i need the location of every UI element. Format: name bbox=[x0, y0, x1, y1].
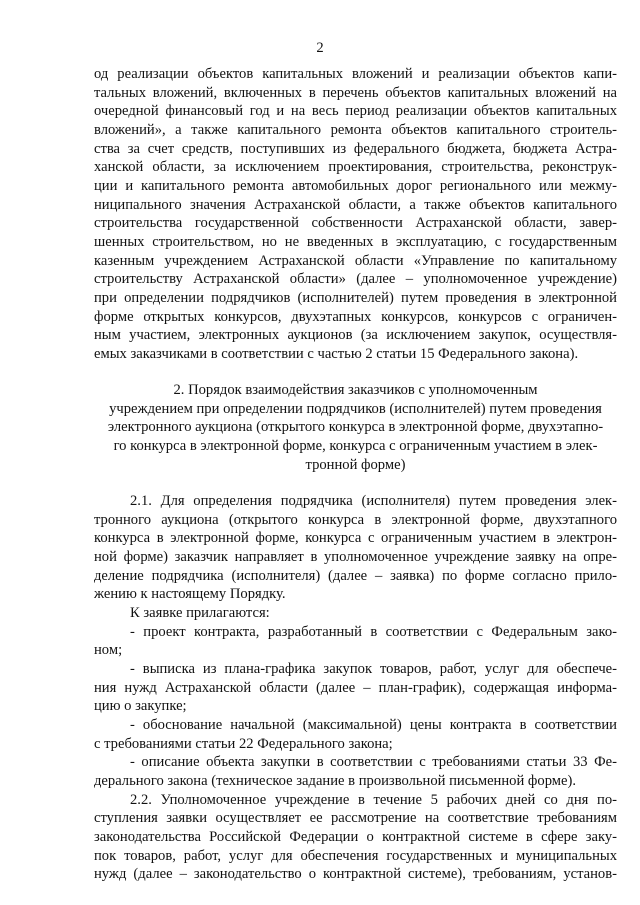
body-line: - выписка из плана-графика закупок товаров, работ, услуг для обеспече- bbox=[130, 661, 617, 677]
intro-line: ции и капитального ремонта автомобильных дорог регионального или межму- bbox=[94, 178, 617, 194]
body-line: - проект контракта, разработанный в соответствии с Федеральным зако- bbox=[130, 624, 617, 640]
intro-line: ным участием, электронных аукционов (за исключением закупок, осуществля- bbox=[94, 327, 617, 343]
body-line: законодательства Российской Федерации о контрактной системе в сфере заку- bbox=[94, 829, 617, 845]
intro-line: ханской области, за исключением проектирования, строительства, реконструк- bbox=[94, 159, 617, 175]
section-heading-line: тронной форме) bbox=[305, 457, 406, 473]
section-heading-line: электронного аукциона (открытого конкурса в электронной форме, двухэтапно- bbox=[107, 419, 604, 435]
intro-line: тальных вложений, включенных в перечень объектов капитальных вложений на bbox=[94, 85, 617, 101]
intro-line: шенных строительством, но не введенных в эксплуатацию, с государственным bbox=[94, 234, 617, 250]
body-line: жению к настоящему Порядку. bbox=[94, 586, 286, 602]
section-heading-line: 2. Порядок взаимодействия заказчиков с уполномоченным bbox=[173, 382, 538, 398]
body-line: деление подрядчика (исполнителя) (далее – заявка) по форме согласно прило- bbox=[94, 568, 617, 584]
intro-line: од реализации объектов капитальных вложений и реализации объектов капи- bbox=[94, 66, 617, 82]
body-line: с требованиями статьи 22 Федерального закона; bbox=[94, 736, 393, 752]
intro-line: казенным учреждением Астраханской области «Управление по капитальному bbox=[94, 253, 617, 269]
intro-line: ниципального значения Астраханской области, а также объектов капитального bbox=[94, 197, 617, 213]
body-line: цию о закупке; bbox=[94, 698, 187, 714]
page-number: 2 bbox=[316, 40, 324, 56]
intro-line: при определении подрядчиков (исполнителей) путем проведения в электронной bbox=[94, 290, 617, 306]
body-line: дерального закона (техническое задание в произвольной письменной форме). bbox=[94, 773, 576, 789]
intro-line: форме открытых конкурсов, двухэтапных конкурсов, конкурсов с ограничен- bbox=[94, 309, 617, 325]
intro-line: емых заказчиками в соответствии с частью 2 статьи 15 Федерального закона). bbox=[94, 346, 579, 362]
body-line: тронного аукциона (открытого конкурса в электронной форме, двухэтапного bbox=[94, 512, 617, 528]
section-heading-line: го конкурса в электронной форме, конкурса с ограниченным участием в элек- bbox=[113, 438, 598, 454]
intro-line: очередной финансовый год и на весь период реализации объектов капитальных bbox=[94, 103, 617, 119]
body-line: ния нужд Астраханской области (далее – план-график), содержащая информа- bbox=[94, 680, 617, 696]
intro-line: ства за счет средств, поступивших из федерального бюджета, бюджета Астра- bbox=[94, 141, 617, 157]
body-line: К заявке прилагаются: bbox=[130, 605, 270, 621]
body-line: ном; bbox=[94, 642, 123, 658]
body-line: нужд (далее – законодательство о контрактной системе), требованиям, установ- bbox=[94, 866, 617, 882]
body-line: ступления заявки осуществляет ее рассмотрение на соответствие требованиям bbox=[94, 810, 617, 826]
body-line: - обоснование начальной (максимальной) цены контракта в соответствии bbox=[130, 717, 617, 733]
intro-line: вложений», а также капитального ремонта объектов капитального строитель- bbox=[94, 122, 617, 138]
intro-line: строительству Астраханской области» (далее – уполномоченное учреждение) bbox=[94, 271, 617, 287]
body-line: пок товаров, работ, услуг для обеспечения государственных и муниципальных bbox=[94, 848, 617, 864]
body-line: 2.2. Уполномоченное учреждение в течение 5 рабочих дней со дня по- bbox=[130, 792, 617, 808]
body-line: 2.1. Для определения подрядчика (исполнителя) путем проведения элек- bbox=[130, 493, 617, 509]
body-line: - описание объекта закупки в соответствии с требованиями статьи 33 Фе- bbox=[130, 754, 617, 770]
body-line: ной форме) заказчик направляет в уполномоченное учреждение заявку на опре- bbox=[94, 549, 617, 565]
section-heading-line: учреждением при определении подрядчиков (исполнителей) путем проведения bbox=[109, 401, 602, 417]
intro-line: строительства государственной собственности Астраханской области, завер- bbox=[94, 215, 617, 231]
body-line: конкурса в электронной форме, конкурса с ограниченным участием в электрон- bbox=[94, 530, 617, 546]
